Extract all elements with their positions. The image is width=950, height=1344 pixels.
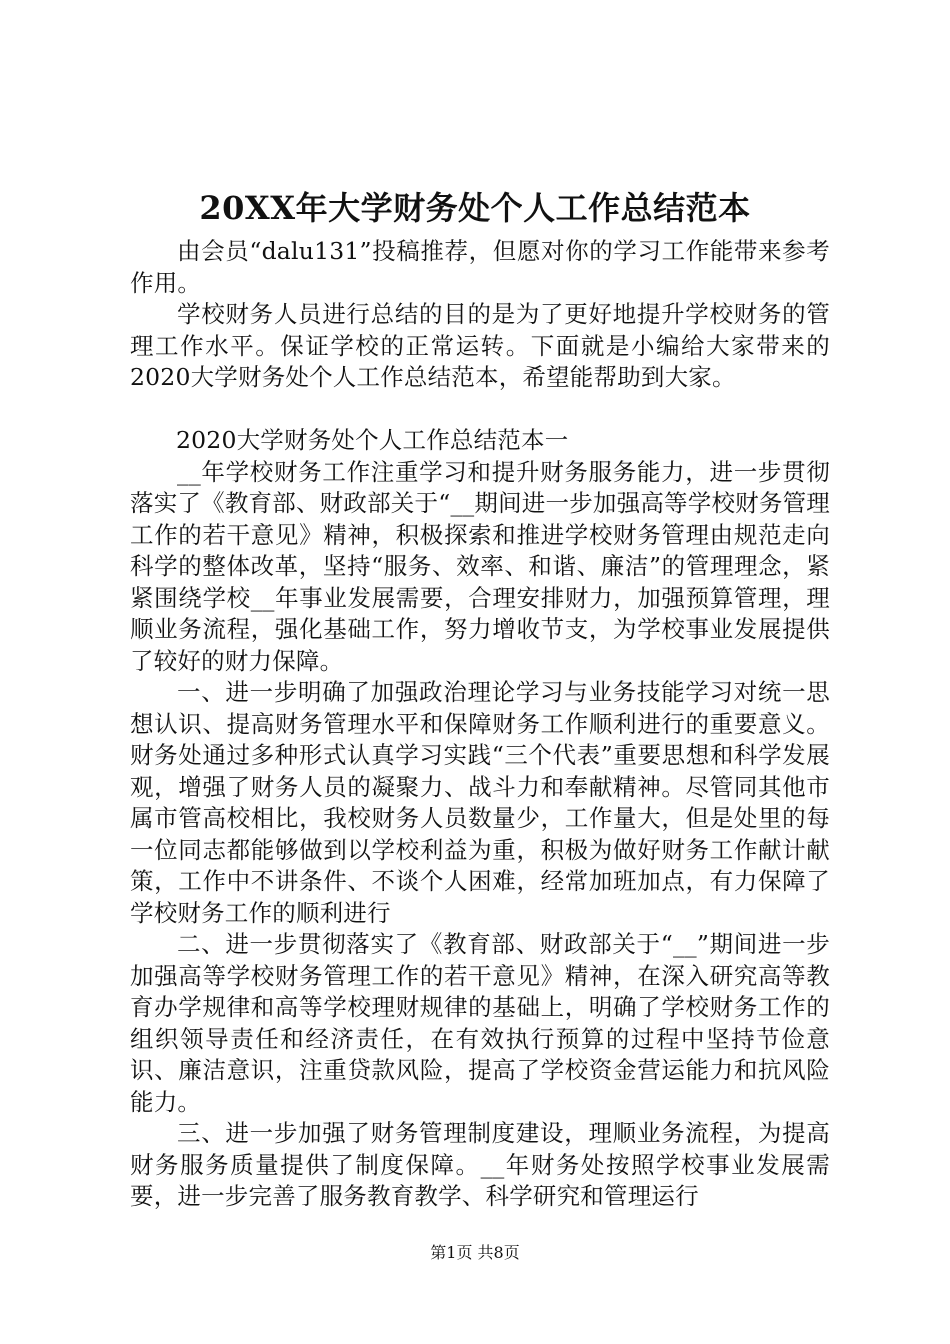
paragraph-item-3: 三、进一步加强了财务管理制度建设，理顺业务流程，为提高财务服务质量提供了制度保障。__年财务处按照学校事业发展需要，进一步完善了服务教育教学、科学研究和管理运行 [130,1119,830,1210]
page-footer: 第1页 共8页 [430,1243,520,1262]
paragraph-item-2: 二、进一步贯彻落实了《教育部、财政部关于“__”期间进一步加强高等学校财务管理工作的若干意见》精神，在深入研究高等教育办学规律和高等学校理财规律的基础上，明确了学校财务工作的组织领导责任和经济责任，在有效执行预算的过程中坚持节俭意识、廉洁意识，注重贷款风险，提高了学校资金营运能力和抗风险能力。 [130,930,830,1116]
paragraph-overview: __年学校财务工作注重学习和提升财务服务能力，进一步贯彻落实了《教育部、财政部关于“__期间进一步加强高等学校财务管理工作的若干意见》精神，积极探索和推进学校财务管理由规范走向科学的整体改革，坚持“服务、效率、和谐、廉洁”的管理理念，紧紧围绕学校__年事业发展需要，合理安排财力，加强预算管理，理顺业务流程，强化基础工作，努力增收节支，为学校事业发展提供了较好的财力保障。 [130,457,830,675]
section-heading: 2020大学财务处个人工作总结范本一 [176,426,569,454]
document-body [130,236,830,1213]
document-title: 20XX年大学财务处个人工作总结范本 [199,189,751,227]
paragraph-purpose: 学校财务人员进行总结的目的是为了更好地提升学校财务的管理工作水平。保证学校的正常运转。下面就是小编给大家带来的2020大学财务处个人工作总结范本，希望能帮助到大家。 [130,300,830,391]
paragraph-item-1: 一、进一步明确了加强政治理论学习与业务技能学习对统一思想认识、提高财务管理水平和保障财务工作顺利进行的重要意义。财务处通过多种形式认真学习实践“三个代表”重要思想和科学发展观，增强了财务人员的凝聚力、战斗力和奉献精神。尽管同其他市属市管高校相比，我校财务人员数量少，工作量大，但是处里的每一位同志都能够做到以学校利益为重，积极为做好财务工作献计献策，工作中不讲条件、不谈个人困难，经常加班加点，有力保障了学校财务工作的顺利进行 [130,678,830,927]
paragraph-intro: 由会员“dalu131”投稿推荐，但愿对你的学习工作能带来参考作用。 [130,237,830,297]
